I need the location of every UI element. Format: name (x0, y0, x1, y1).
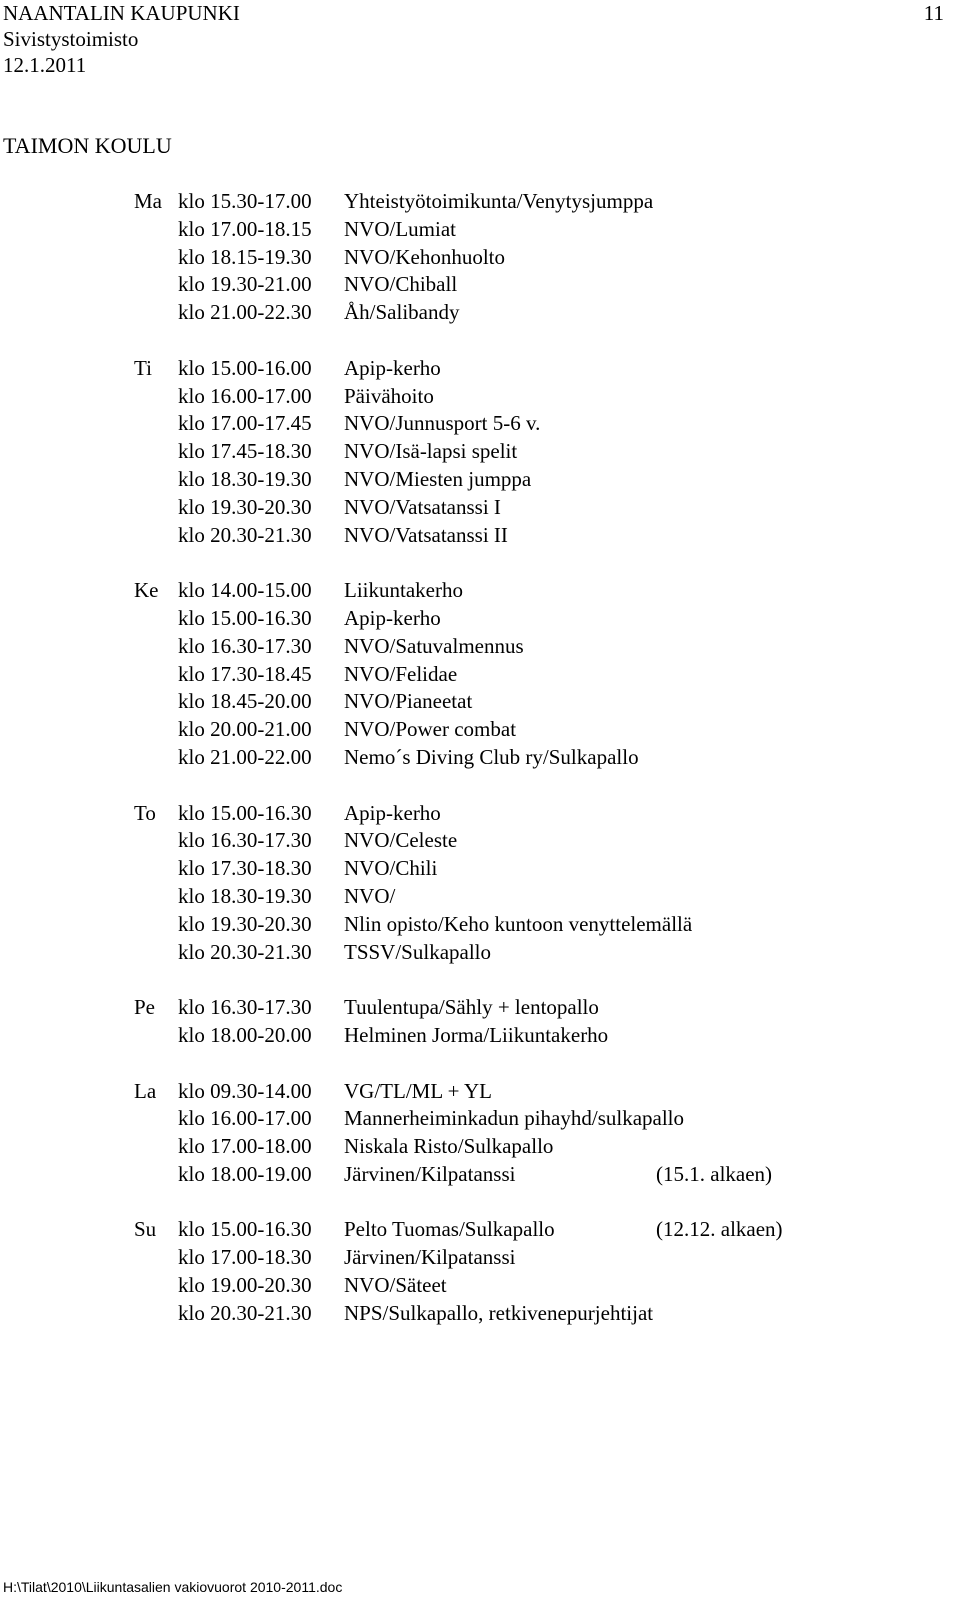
header-date: 12.1.2011 (3, 53, 87, 77)
time-slot: klo 16.00-17.00 (178, 383, 312, 408)
activity: NVO/Pianeetat (344, 689, 473, 714)
day-label: La (134, 1078, 157, 1103)
day-block (134, 188, 954, 327)
schedule-row (134, 244, 954, 272)
activity: NVO/Miesten jumppa (344, 466, 532, 491)
schedule-row (134, 1244, 954, 1272)
schedule-row (134, 494, 954, 522)
schedule-row (134, 577, 954, 605)
time-slot: klo 19.30-20.30 (178, 494, 312, 519)
time-slot: klo 20.30-21.30 (178, 939, 312, 964)
activity: NVO/Celeste (344, 828, 458, 853)
time-slot: klo 17.45-18.30 (178, 439, 312, 464)
time-slot: klo 15.30-17.00 (178, 189, 312, 213)
activity: Helminen Jorma/Liikuntakerho (344, 1022, 609, 1047)
schedule-row (134, 633, 954, 661)
day-block (134, 800, 954, 967)
activity: Järvinen/Kilpatanssi (344, 1161, 516, 1186)
schedule-row (134, 299, 954, 327)
day-label (134, 494, 178, 522)
day-label (134, 883, 178, 911)
time-slot: klo 18.30-19.30 (178, 883, 312, 908)
day-label (134, 744, 178, 772)
time-slot: klo 17.30-18.30 (178, 856, 312, 881)
day-label (134, 1022, 178, 1050)
time-slot: klo 17.30-18.45 (178, 661, 312, 686)
activity: Pelto Tuomas/Sulkapallo (344, 1217, 555, 1242)
day-block (134, 1078, 954, 1189)
day-label (134, 383, 178, 411)
schedule-row (134, 216, 954, 244)
schedule-row (134, 1022, 954, 1050)
time-slot: klo 21.00-22.30 (178, 300, 312, 325)
start-note: (15.1. alkaen) (656, 1161, 773, 1186)
schedule-row (134, 1105, 954, 1133)
schedule-row (134, 438, 954, 466)
page-number: 11 (923, 1, 944, 25)
day-label: Pe (134, 995, 155, 1020)
activity: NVO/Junnusport 5-6 v. (344, 411, 541, 436)
schedule-row (134, 1272, 954, 1300)
schedule-row (134, 994, 954, 1022)
day-label (134, 855, 178, 883)
time-slot: klo 20.30-21.30 (178, 522, 312, 547)
day-label (134, 1244, 178, 1272)
activity: Apip-kerho (344, 800, 441, 825)
time-slot: klo 20.30-21.30 (178, 1300, 312, 1325)
day-label: Ma (134, 189, 162, 213)
activity: Järvinen/Kilpatanssi (344, 1245, 516, 1270)
schedule-row (134, 661, 954, 689)
day-block (134, 994, 954, 1050)
time-slot: klo 15.00-16.30 (178, 800, 312, 825)
activity: NPS/Sulkapallo, retkivenepurjehtijat (344, 1300, 654, 1325)
school-title: TAIMON KOULU (3, 133, 172, 158)
day-label: Ke (134, 578, 159, 603)
schedule-row (134, 744, 954, 772)
schedule-row (134, 1078, 954, 1106)
time-slot: klo 18.15-19.30 (178, 244, 312, 269)
time-slot: klo 21.00-22.00 (178, 744, 312, 769)
time-slot: klo 09.30-14.00 (178, 1078, 312, 1103)
day-block (134, 577, 954, 772)
schedule-row (134, 522, 954, 550)
day-label: Ti (134, 355, 152, 380)
schedule-row (134, 188, 954, 216)
time-slot: klo 20.00-21.00 (178, 717, 312, 742)
schedule-row (134, 1161, 954, 1189)
activity: NVO/Säteet (344, 1273, 447, 1298)
day-label: To (134, 800, 156, 825)
time-slot: klo 16.30-17.30 (178, 633, 312, 658)
activity: VG/TL/ML + YL (344, 1078, 492, 1103)
schedule-row (134, 1216, 954, 1244)
time-slot: klo 17.00-18.00 (178, 1134, 312, 1159)
activity: Tuulentupa/Sähly + lentopallo (344, 995, 599, 1020)
day-label (134, 827, 178, 855)
schedule-row (134, 939, 954, 967)
activity: NVO/Chiball (344, 272, 458, 297)
time-slot: klo 19.30-21.00 (178, 272, 312, 297)
activity: Mannerheiminkadun pihayhd/sulkapallo (344, 1106, 685, 1131)
activity: NVO/Vatsatanssi II (344, 522, 508, 547)
day-label (134, 1133, 178, 1161)
schedule-row (134, 800, 954, 828)
time-slot: klo 19.30-20.30 (178, 911, 312, 936)
activity: NVO/Lumiat (344, 216, 456, 241)
day-label (134, 939, 178, 967)
activity: Niskala Risto/Sulkapallo (344, 1134, 554, 1159)
schedule-row (134, 827, 954, 855)
activity: Apip-kerho (344, 605, 441, 630)
day-label (134, 299, 178, 327)
activity: Päivähoito (344, 383, 434, 408)
schedule-row (134, 271, 954, 299)
day-label (134, 410, 178, 438)
day-label (134, 522, 178, 550)
day-block (134, 355, 954, 550)
day-label (134, 911, 178, 939)
schedule-row (134, 911, 954, 939)
activity: NVO/ (344, 883, 396, 908)
time-slot: klo 16.30-17.30 (178, 828, 312, 853)
day-label (134, 716, 178, 744)
activity: NVO/Chili (344, 856, 438, 881)
day-label (134, 466, 178, 494)
schedule-row (134, 883, 954, 911)
day-label (134, 633, 178, 661)
time-slot: klo 18.00-20.00 (178, 1022, 312, 1047)
schedule-row (134, 410, 954, 438)
activity: NVO/Power combat (344, 717, 517, 742)
activity: Åh/Salibandy (344, 300, 460, 325)
footer-path: H:\Tilat\2010\Liikuntasalien vakiovuorot 2010-2011.doc (3, 1579, 343, 1595)
day-block (134, 1216, 954, 1327)
time-slot: klo 17.00-18.15 (178, 216, 312, 241)
time-slot: klo 14.00-15.00 (178, 578, 312, 603)
day-label: Su (134, 1217, 157, 1242)
time-slot: klo 15.00-16.30 (178, 605, 312, 630)
time-slot: klo 18.00-19.00 (178, 1161, 312, 1186)
day-label (134, 271, 178, 299)
day-label (134, 1105, 178, 1133)
schedule-row (134, 1300, 954, 1328)
time-slot: klo 17.00-17.45 (178, 411, 312, 436)
start-note: (12.12. alkaen) (656, 1217, 783, 1242)
day-label (134, 244, 178, 272)
schedule-row (134, 716, 954, 744)
day-label (134, 605, 178, 633)
day-label (134, 216, 178, 244)
schedule-row (134, 855, 954, 883)
day-label (134, 1300, 178, 1328)
schedule-row (134, 1133, 954, 1161)
activity: NVO/Isä-lapsi spelit (344, 439, 518, 464)
time-slot: klo 17.00-18.30 (178, 1245, 312, 1270)
schedule-row (134, 605, 954, 633)
activity: NVO/Felidae (344, 661, 458, 686)
activity: Yhteistyötoimikunta/Venytysjumppa (344, 189, 654, 213)
day-label (134, 1161, 178, 1189)
time-slot: klo 18.45-20.00 (178, 689, 312, 714)
activity: NVO/Satuvalmennus (344, 633, 524, 658)
time-slot: klo 19.00-20.30 (178, 1273, 312, 1298)
schedule-row (134, 355, 954, 383)
day-label (134, 438, 178, 466)
time-slot: klo 18.30-19.30 (178, 466, 312, 491)
header-dept: Sivistystoimisto (3, 27, 139, 51)
activity: Apip-kerho (344, 355, 441, 380)
activity: Liikuntakerho (344, 578, 463, 603)
day-label (134, 1272, 178, 1300)
schedule (134, 188, 954, 1355)
time-slot: klo 16.00-17.00 (178, 1106, 312, 1131)
day-label (134, 688, 178, 716)
activity: Nemo´s Diving Club ry/Sulkapallo (344, 744, 639, 769)
time-slot: klo 16.30-17.30 (178, 995, 312, 1020)
header-org: NAANTALIN KAUPUNKI (3, 1, 240, 25)
activity: TSSV/Sulkapallo (344, 939, 492, 964)
activity: NVO/Vatsatanssi I (344, 494, 501, 519)
schedule-row (134, 466, 954, 494)
time-slot: klo 15.00-16.00 (178, 355, 312, 380)
schedule-row (134, 383, 954, 411)
activity: NVO/Kehonhuolto (344, 244, 505, 269)
time-slot: klo 15.00-16.30 (178, 1217, 312, 1242)
schedule-row (134, 688, 954, 716)
activity: Nlin opisto/Keho kuntoon venyttelemällä (344, 911, 693, 936)
day-label (134, 661, 178, 689)
